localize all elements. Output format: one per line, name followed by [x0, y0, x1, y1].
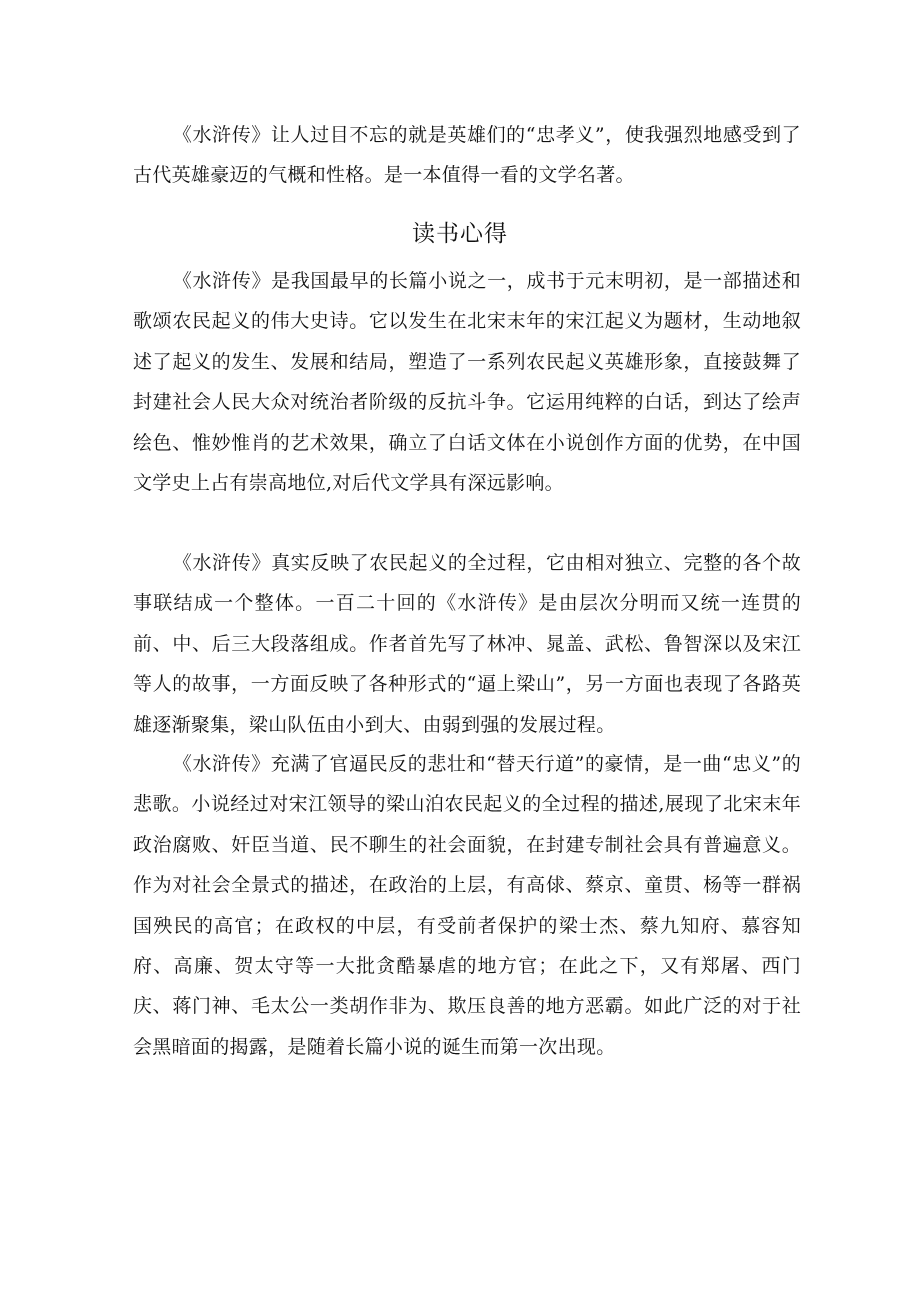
body-paragraph-3: 《水浒传》充满了官逼民反的悲壮和“替天行道”的豪情，是一曲“忠义”的悲歌。小说经过对宋江领导的梁山泊农民起义的全过程的描述,展现了北宋末年政治腐败、奸臣当道、民不聊生的社会面貌，在封建专制社会具有普遍意义。作为对社会全景式的描述，在政治的上层，有高俅、蔡京、童贯、杨等一群祸国殃民的高官；在政权的中层，有受前者保护的梁士杰、蔡九知府、慕容知府、高廉、贺太守等一大批贪酷暴虐的地方官；在此之下，又有郑屠、西门庆、蒋门神、毛太公一类胡作非为、欺压良善的地方恶霸。如此广泛的对于社会黑暗面的揭露，是随着长篇小说的诞生而第一次出现。	[133, 753, 801, 1058]
section-title: 读书心得	[412, 221, 508, 247]
intro-paragraph: 《水浒传》让人过目不忘的就是英雄们的“忠孝义”，使我强烈地感受到了古代英雄豪迈的气概和性格。是一本值得一看的文学名著。	[133, 124, 801, 187]
body-paragraph-2: 《水浒传》真实反映了农民起义的全过程，它由相对独立、完整的各个故事联结成一个整体。一百二十回的《水浒传》是由层次分明而又统一连贯的前、中、后三大段落组成。作者首先写了林冲、晁盖、武松、鲁智深以及宋江等人的故事，一方面反映了各种形式的“逼上梁山”，另一方面也表现了各路英雄逐渐聚集，梁山队伍由小到大、由弱到强的发展过程。	[133, 552, 801, 736]
body-paragraph-1: 《水浒传》是我国最早的长篇小说之一，成书于元末明初，是一部描述和歌颂农民起义的伟大史诗。它以发生在北宋末年的宋江起义为题材，生动地叙述了起义的发生、发展和结局，塑造了一系列农民起义英雄形象，直接鼓舞了封建社会人民大众对统治者阶级的反抗斗争。它运用纯粹的白话，到达了绘声绘色、惟妙惟肖的艺术效果，确立了白话文体在小说创作方面的优势，在中国文学史上占有崇高地位,对后代文学具有深远影响。	[133, 270, 801, 495]
